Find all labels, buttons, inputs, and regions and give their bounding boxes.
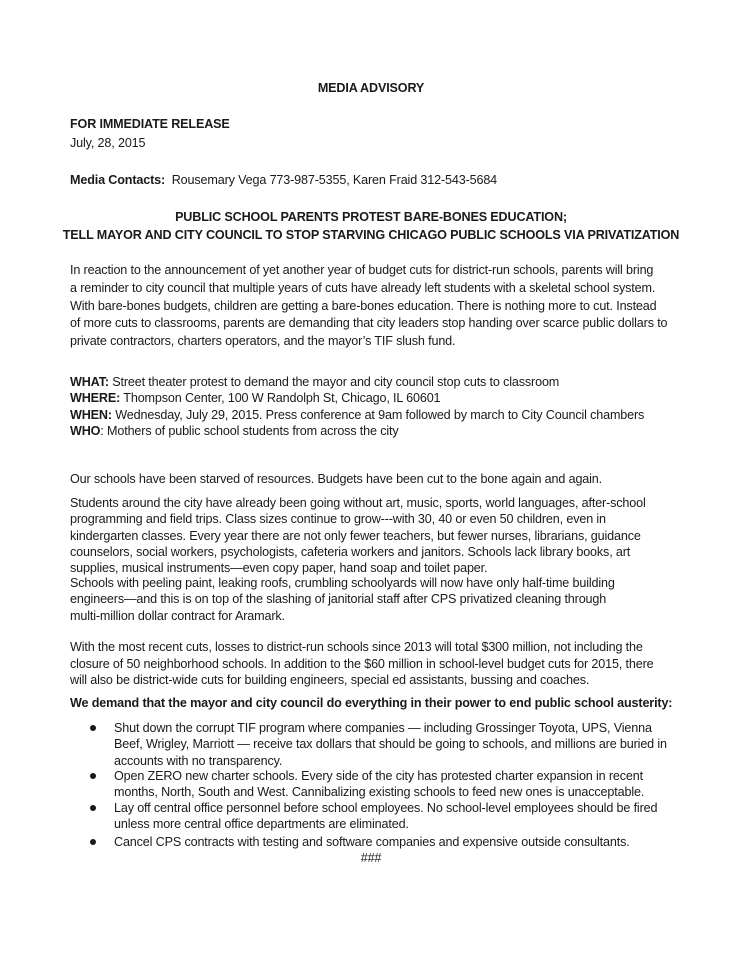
text-line: a reminder to city council that multiple years of cuts have already left students with a skeletal school system. — [70, 280, 656, 295]
text-line: unless more central office departments are eliminated. — [114, 817, 409, 832]
detail-label: WHAT: — [70, 375, 109, 389]
text-line: counselors, social workers, psychologists, cafeteria workers and janitors. Schools lack library books, art — [70, 544, 631, 559]
headline — [0, 208, 742, 244]
text-line: Lay off central office personnel before school employees. No school-level employees should be fired — [114, 801, 658, 815]
detail-row — [70, 374, 690, 390]
text-line: kindergarten classes. Every year there are not only fewer teachers, but fewer nurses, librarians, guidance — [70, 528, 641, 543]
text-line: programming and field trips. Class sizes continue to grow---with 30, 40 or even 50 children, even in — [70, 512, 606, 527]
paragraph-buildings — [70, 575, 690, 624]
end-mark: ### — [360, 851, 382, 865]
text-line: multi-million dollar contract for Aramark. — [70, 608, 285, 623]
text-line: Shut down the corrupt TIF program where companies — including Grossinger Toyota, UPS, Vienna — [114, 721, 652, 735]
text-line: In reaction to the announcement of yet another year of budget cuts for district-run schools, parents will bring — [70, 263, 654, 277]
release-date: July, 28, 2015 — [70, 136, 146, 150]
detail-row — [70, 407, 690, 423]
text-line: months, North, South and West. Cannibalizing existing schools to feed new ones is unacceptable. — [114, 785, 645, 800]
text-line: With bare-bones budgets, children are getting a bare-bones education. There is nothing more to cut. Instead — [70, 298, 657, 313]
text-line: accounts with no transparency. — [114, 753, 283, 768]
release-label: FOR IMMEDIATE RELEASE — [70, 117, 230, 131]
text-line: private contractors, charters operators, and the mayor’s TIF slush fund. — [70, 334, 456, 349]
detail-label: WHO — [70, 424, 101, 439]
contacts-label: Media Contacts: — [70, 173, 166, 187]
event-details — [70, 374, 690, 440]
text-line: Beef, Wrigley, Marriott — receive tax dollars that should be going to schools, and millions are buried in — [114, 737, 667, 752]
detail-value: Thompson Center, 100 W Randolph St, Chicago, IL 60601 — [120, 391, 441, 406]
bullet-icon — [90, 805, 96, 811]
intro-paragraph — [70, 262, 690, 351]
list-item — [90, 768, 690, 801]
list-item — [90, 800, 690, 833]
text-line: With the most recent cuts, losses to district-run schools since 2013 will total $300 million, not including the — [70, 640, 643, 654]
headline-line: PUBLIC SCHOOL PARENTS PROTEST BARE-BONES EDUCATION; — [175, 210, 567, 224]
bullet-icon — [90, 725, 96, 731]
text-line: of more cuts to classrooms, parents are demanding that city leaders stop handing over scarce public dollars to — [70, 316, 668, 331]
text-line: Students around the city have already been going without art, music, sports, world languages, after-school — [70, 496, 646, 510]
text-line: supplies, musical instruments—even copy paper, hand soap and toilet paper. — [70, 561, 488, 576]
detail-value: Street theater protest to demand the mayor and city council stop cuts to classroom — [108, 375, 560, 389]
text-line: engineers—and this is on top of the slashing of janitorial staff after CPS privatized cleaning through — [70, 592, 607, 607]
paragraph-students — [70, 495, 690, 576]
detail-label: WHERE: — [70, 391, 121, 406]
detail-label: WHEN: — [70, 407, 112, 422]
text-line: will also be district-wide cuts for building engineers, special ed assistants, bussing and coaches. — [70, 673, 590, 687]
document-title: MEDIA ADVISORY — [317, 81, 425, 95]
bullet-icon — [90, 773, 96, 779]
text-line: Open ZERO new charter schools. Every side of the city has protested charter expansion in recent — [114, 769, 643, 783]
contacts-text: Rousemary Vega 773-987-5355, Karen Fraid 312-543-5684 — [171, 173, 498, 187]
media-contacts — [70, 172, 690, 188]
text-line: Cancel CPS contracts with testing and software companies and expensive outside consultants. — [114, 835, 630, 849]
text-line: Schools with peeling paint, leaking roofs, crumbling schoolyards will now have only half-time building — [70, 576, 615, 590]
detail-row — [70, 423, 690, 439]
detail-value: Wednesday, July 29, 2015. Press conference at 9am followed by march to City Council chambers — [111, 407, 645, 422]
paragraph-resources — [70, 471, 690, 487]
list-item — [90, 720, 690, 769]
demand-statement: We demand that the mayor and city council do everything in their power to end public school austerity: — [70, 696, 673, 710]
text-line: closure of 50 neighborhood schools. In addition to the $60 million in school-level budget cuts for 2015, there — [70, 656, 654, 671]
detail-value: : Mothers of public school students from across the city — [100, 424, 399, 439]
headline-line: TELL MAYOR AND CITY COUNCIL TO STOP STARVING CHICAGO PUBLIC SCHOOLS VIA PRIVATIZATION — [62, 228, 680, 242]
bullet-icon — [90, 839, 96, 845]
paragraph-cuts — [70, 639, 690, 689]
detail-row — [70, 390, 690, 406]
text-line: Our schools have been starved of resources. Budgets have been cut to the bone again and again. — [70, 472, 603, 486]
list-item — [90, 834, 690, 850]
